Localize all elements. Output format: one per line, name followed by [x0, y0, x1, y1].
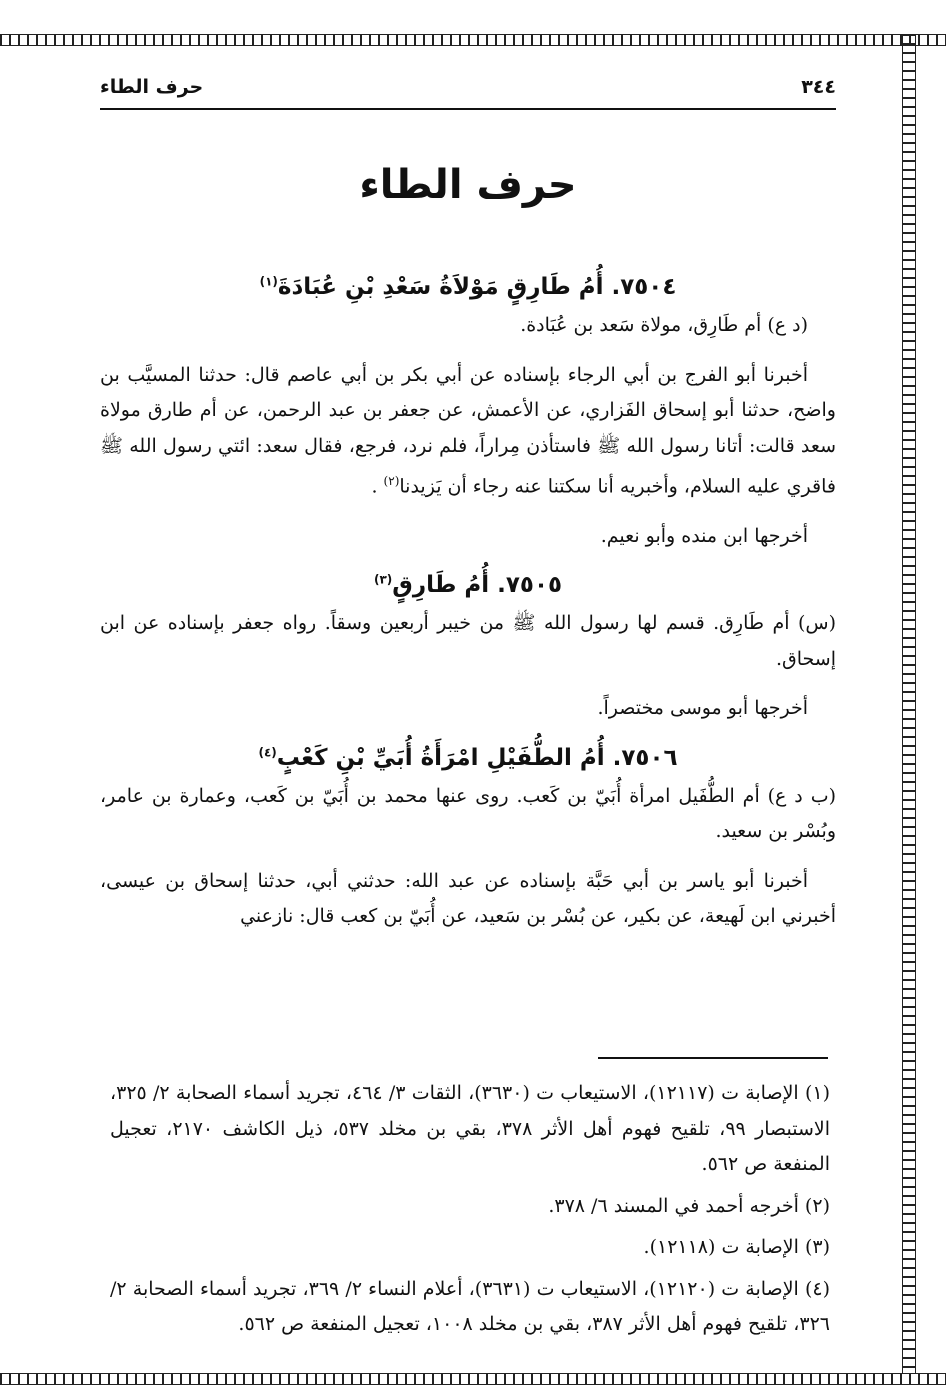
entry-paragraph: (د ع) أم طَارِق، مولاة سَعد بن عُبَادة.: [520, 314, 808, 336]
entry-paragraph-text: أخبرنا أبو الفرج بن أبي الرجاء بإسناده عن أبي بكر بن أبي عاصم قال: حدثنا المسيَّب بن واضح، حدثنا أبو إسحاق الفَزاري، عن الأعمش، عن جعفر بن عبد الرحمن، عن أم طارق مولاة سعد قالت: أتانا رسول الله ﷺ فاستأذن مِراراً، فلم نرد، فرجع، فقال سعد: ائتي رسول الله ﷺ فاقري عليه السلام، وأخبريه أنا سكتنا عنه رجاء أن يَزيدنا: [100, 363, 836, 498]
entry-heading-text: ٧٥٠٤. أُمُ طَارِقٍ مَوْلاَةُ سَعْدِ بْنِ عُبَادَةَ: [277, 274, 677, 300]
top-border-ornament: [0, 34, 946, 46]
bottom-border-ornament: [0, 1373, 946, 1385]
entry-heading-text: ٧٥٠٦. أُمُ الطُّفَيْلِ امْرَأَةُ أُبَيِّ بْنِ كَعْبٍ: [276, 744, 678, 771]
footnote-ref: (٤): [258, 745, 277, 760]
entry-paragraph: أخبرنا أبو الفرج بن أبي الرجاء بإسناده عن أبي بكر بن أبي عاصم قال: حدثنا المسيَّب بن واضح، حدثنا أبو إسحاق الفَزاري، عن الأعمش، عن جعفر بن عبد الرحمن، عن أم طارق مولاة سعد قالت: أتانا رسول الله ﷺ فاستأذن مِراراً، فلم نرد، فرجع، فقال سعد: ائتي رسول الله ﷺ فاقري عليه السلام، وأخبريه أنا سكتنا عنه رجاء أن يَزيدنا$^{(٢)}$ .: [100, 363, 836, 498]
footnote-4: (٤) الإصابة ت (١٢١٢٠)، الاستيعاب ت (٣٦٣١)، أعلام النساء ٢/ ٣٦٩، تجريد أسماء الصحابة ٢/ ٣٢٦، تلقيح فهوم أهل الأثر ٣٨٧، بقي بن مخلد ١٠٠٨، تعجيل المنفعة ص ٥٦٢.: [110, 1277, 831, 1335]
entry-heading-7505: [100, 572, 836, 598]
chapter-title: حرف الطاء: [359, 162, 577, 208]
entry-paragraph: أخرجها ابن منده وأبو نعيم.: [600, 524, 808, 547]
footnotes: [110, 1076, 830, 1349]
entry-paragraph: أخبرنا أبو ياسر بن أبي حَبَّة بإسناده عن عبد الله: حدثني أبي، حدثنا إسحاق بن عيسى، أخبرني ابن لَهيعة، عن بكير، عن بُسْر بن سَعيد، عن أُبَيّ بن كعب قال: نازعني: [100, 869, 836, 928]
entry-heading-7504: [100, 274, 836, 300]
footnote-ref: (٢): [383, 474, 400, 488]
page-body: [100, 58, 836, 935]
entry-paragraph: (س) أم طَارِق. قسم لها رسول الله ﷺ من خيبر أربعين وسقاً. رواه جعفر بإسناده عن ابن إسحاق.: [100, 612, 836, 670]
entry-heading-7506: [100, 745, 836, 771]
footnote-ref: (١): [259, 274, 278, 289]
footnote-ref: (٣): [373, 572, 393, 587]
running-head: [100, 58, 836, 110]
footnote-1: (١) الإصابة ت (١٢١١٧)، الاستيعاب ت (٣٦٣٠)، الثقات ٣/ ٤٦٤، تجريد أسماء الصحابة ٢/ ٣٢٥، الاستبصار ٩٩، تلقيح فهوم أهل الأثر ٣٧٨، بقي بن مخلد ٥٣٧، ذيل الكاشف ٢١٧٠، تعجيل المنفعة ص ٥٦٢.: [110, 1082, 831, 1175]
footnote-3: (٣) الإصابة ت (١٢١١٨).: [643, 1236, 830, 1258]
running-head-section: حرف الطاء: [100, 76, 204, 98]
page-number: ٣٤٤: [801, 76, 836, 98]
entry-paragraph: أخرجها أبو موسى مختصراً.: [597, 697, 808, 720]
entry-heading-text: ٧٥٠٥. أُمُ طَارِقٍ: [392, 572, 563, 599]
entry-paragraph: (ب د ع) أم الطُّفَيل امرأة أُبَيّ بن كَعب. روى عنها محمد بن أُبَيّ بن كَعب، وعمارة بن عامر، وبُسْر بن سعيد.: [100, 784, 836, 843]
right-border-ornament: [902, 34, 916, 1385]
footnote-2: (٢) أخرجه أحمد في المسند ٦/ ٣٧٨.: [548, 1194, 830, 1217]
